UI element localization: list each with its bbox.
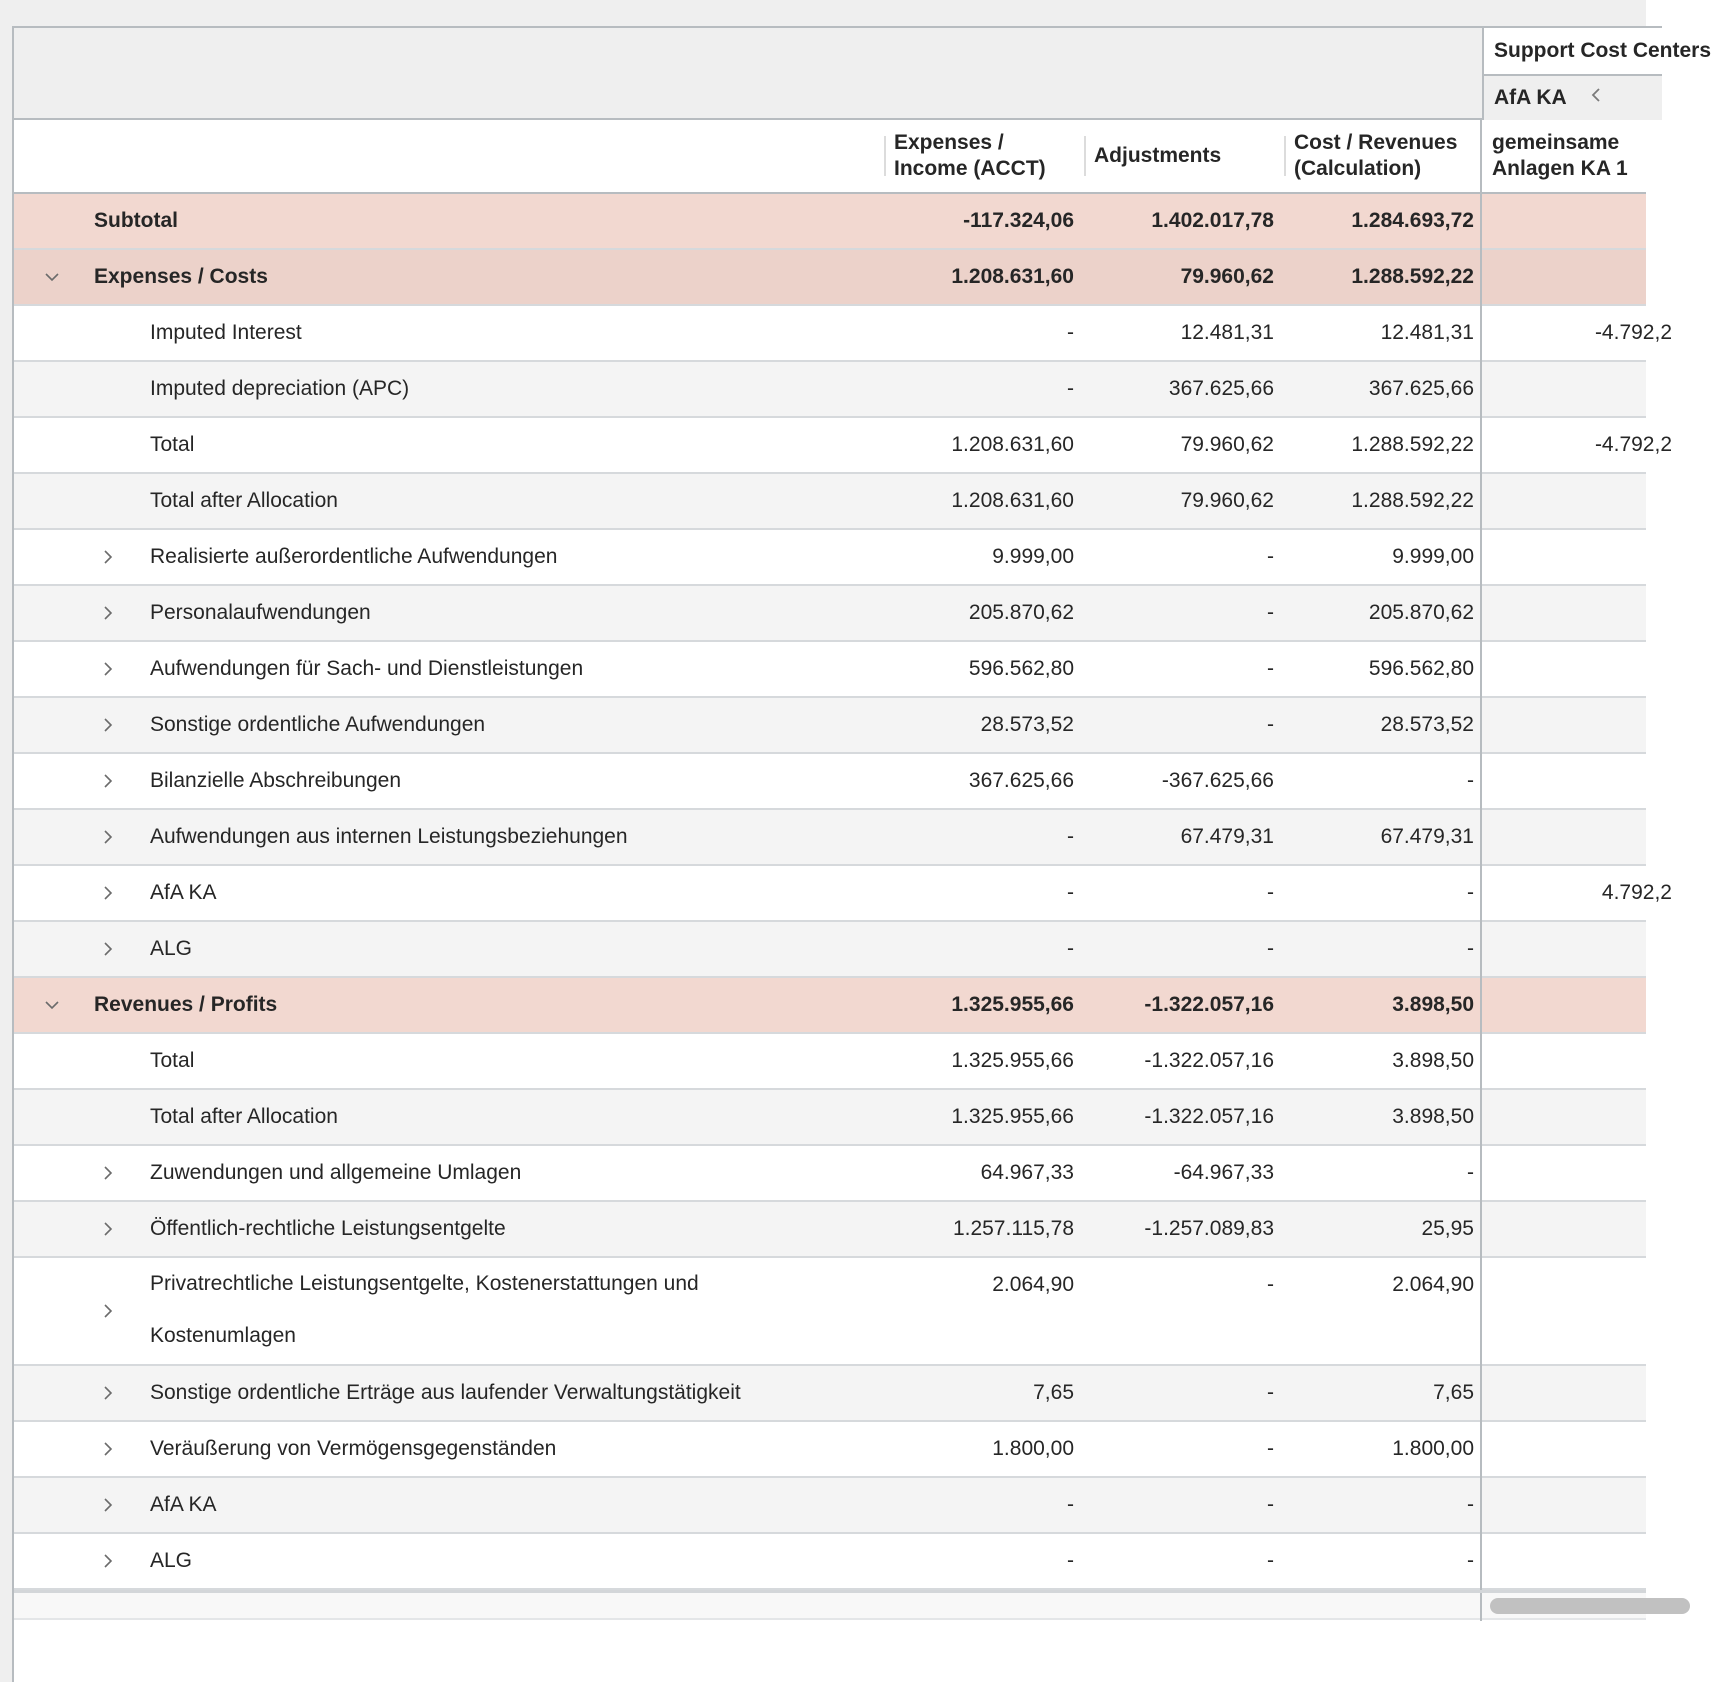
- cell-adjustments: -367.625,66: [1161, 769, 1274, 792]
- column-divider: [1480, 194, 1482, 250]
- cell-adjustments: -: [1267, 937, 1274, 960]
- column-divider: [1480, 642, 1482, 698]
- top-margin: [0, 0, 1646, 26]
- column-header-ka1[interactable]: gemeinsame Anlagen KA 1: [1492, 131, 1628, 180]
- table-row: [14, 306, 1672, 362]
- chevron-right-icon[interactable]: [96, 698, 120, 752]
- column-divider: [1480, 418, 1482, 474]
- row-label: Privatrechtliche Leistungsentgelte, Kostenerstattungen und Kostenumlagen: [150, 1272, 699, 1347]
- column-divider: [1480, 306, 1482, 362]
- row-label: Total: [150, 433, 195, 456]
- cell-ka1: -4.792,2: [1594, 433, 1672, 456]
- column-divider: [1480, 530, 1482, 586]
- row-label: Revenues / Profits: [94, 993, 278, 1016]
- row-label: Zuwendungen und allgemeine Umlagen: [150, 1161, 522, 1184]
- cell-acct: 2.064,90: [992, 1273, 1074, 1296]
- column-divider: [1480, 1090, 1482, 1146]
- table-row[interactable]: [14, 642, 1646, 698]
- cell-calculation: 25,95: [1421, 1217, 1474, 1240]
- row-label: ALG: [150, 937, 193, 960]
- cell-acct: 1.325.955,66: [951, 993, 1074, 1016]
- cell-acct: 1.208.631,60: [951, 489, 1074, 512]
- column-divider: [1480, 1478, 1482, 1534]
- header-band: [14, 26, 1646, 120]
- cell-acct: 9.999,00: [992, 545, 1074, 568]
- cell-acct: -: [1067, 321, 1074, 344]
- chevron-right-icon[interactable]: [96, 642, 120, 696]
- cell-adjustments: -: [1267, 1493, 1274, 1516]
- table-row: [14, 474, 1646, 530]
- row-label: Total after Allocation: [150, 489, 338, 512]
- cell-acct: 1.800,00: [992, 1437, 1074, 1460]
- table-body: [14, 194, 1672, 1620]
- table-row[interactable]: [14, 1146, 1646, 1202]
- cell-adjustments: 79.960,62: [1180, 433, 1274, 456]
- table-row[interactable]: [14, 698, 1646, 754]
- cell-adjustments: 67.479,31: [1180, 825, 1274, 848]
- row-label: Aufwendungen für Sach- und Dienstleistungen: [150, 657, 584, 680]
- cell-ka1: 4.792,2: [1601, 881, 1672, 904]
- table-row[interactable]: [14, 1422, 1646, 1478]
- cell-adjustments: -: [1267, 881, 1274, 904]
- cell-ka1: [1492, 978, 1672, 1032]
- chevron-right-icon[interactable]: [96, 1258, 120, 1364]
- chevron-right-icon[interactable]: [96, 922, 120, 976]
- row-label: Bilanzielle Abschreibungen: [150, 769, 402, 792]
- column-divider: [1480, 810, 1482, 866]
- column-header-adjustments[interactable]: Adjustments: [1094, 120, 1274, 192]
- cell-calculation: 12.481,31: [1380, 321, 1474, 344]
- cell-adjustments: -: [1267, 601, 1274, 624]
- cell-acct: 367.625,66: [968, 769, 1074, 792]
- cell-calculation: 1.288.592,22: [1351, 265, 1474, 288]
- cell-calculation: 9.999,00: [1392, 545, 1474, 568]
- cell-acct: -: [1067, 1493, 1074, 1516]
- table-row: [14, 1090, 1646, 1146]
- table-row[interactable]: [14, 530, 1646, 586]
- cell-acct: 64.967,33: [980, 1161, 1074, 1184]
- column-header-row: [14, 120, 1646, 194]
- table-row[interactable]: [14, 754, 1646, 810]
- subtotal-row: [14, 194, 1646, 250]
- chevron-right-icon[interactable]: [96, 754, 120, 808]
- cell-ka1: [1492, 1090, 1672, 1144]
- column-divider: [1480, 474, 1482, 530]
- cell-ka1: [1492, 922, 1672, 976]
- cell-adjustments: -1.322.057,16: [1144, 1105, 1274, 1128]
- chevron-right-icon[interactable]: [96, 586, 120, 640]
- table-row[interactable]: [14, 1534, 1646, 1590]
- cell-acct: -: [1067, 825, 1074, 848]
- cell-calculation: -: [1467, 1161, 1474, 1184]
- chevron-right-icon[interactable]: [96, 1202, 120, 1256]
- horizontal-scrollbar[interactable]: [1490, 1598, 1690, 1614]
- cell-calculation: 596.562,80: [1368, 657, 1474, 680]
- table-row[interactable]: [14, 922, 1646, 978]
- row-label: Realisierte außerordentliche Aufwendungen: [150, 545, 558, 568]
- row-label: Sonstige ordentliche Aufwendungen: [150, 713, 486, 736]
- cell-ka1: [1492, 642, 1672, 696]
- cell-acct: 1.257.115,78: [952, 1217, 1074, 1240]
- cell-ka1: [1492, 362, 1672, 416]
- cell-calculation: 367.625,66: [1368, 377, 1474, 400]
- row-label: Imputed depreciation (APC): [150, 377, 410, 400]
- row-label: Personalaufwendungen: [150, 601, 371, 624]
- row-label: ALG: [150, 1549, 193, 1572]
- column-divider: [1480, 1202, 1482, 1258]
- row-label: AfA KA: [150, 881, 217, 904]
- group-header-afa-ka-label: AfA KA: [1494, 86, 1566, 109]
- table-row[interactable]: [14, 1366, 1646, 1422]
- cell-ka1: [1492, 1478, 1672, 1532]
- row-label: Sonstige ordentliche Erträge aus laufender Verwaltungstätigkeit: [150, 1381, 741, 1404]
- cell-adjustments: -64.967,33: [1173, 1161, 1274, 1184]
- cell-adjustments: 79.960,62: [1180, 265, 1274, 288]
- cell-acct: -: [1067, 881, 1074, 904]
- chevron-left-icon[interactable]: [1588, 76, 1606, 120]
- cell-acct: 205.870,62: [968, 601, 1074, 624]
- cell-ka1: [1492, 1258, 1672, 1312]
- row-label: Aufwendungen aus internen Leistungsbeziehungen: [150, 825, 628, 848]
- cell-acct: 1.208.631,60: [951, 265, 1074, 288]
- cell-adjustments: 12.481,31: [1180, 321, 1274, 344]
- cell-acct: 1.325.955,66: [951, 1049, 1074, 1072]
- column-header-calculation[interactable]: Cost / Revenues (Calculation): [1294, 120, 1480, 192]
- cell-adjustments: -: [1267, 545, 1274, 568]
- cell-calculation: 3.898,50: [1392, 993, 1474, 1016]
- cell-adjustments: -: [1267, 1437, 1274, 1460]
- cell-calculation: 7,65: [1433, 1381, 1474, 1404]
- cell-acct: -117.324,06: [963, 209, 1074, 232]
- cell-acct: 28.573,52: [980, 713, 1074, 736]
- column-header-acct[interactable]: Expenses / Income (ACCT): [894, 120, 1074, 192]
- cell-ka1: [1492, 1202, 1672, 1256]
- cell-calculation: 1.288.592,22: [1351, 489, 1474, 512]
- column-divider: [1480, 754, 1482, 810]
- table-row: [14, 362, 1646, 418]
- cell-calculation: -: [1467, 1549, 1474, 1572]
- left-margin: [0, 26, 14, 1682]
- chevron-right-icon[interactable]: [96, 530, 120, 584]
- cell-adjustments: 367.625,66: [1168, 377, 1274, 400]
- cell-calculation: -: [1467, 881, 1474, 904]
- group-header-support-cost-centers[interactable]: Support Cost Centers: [1484, 28, 1662, 76]
- column-divider: [1480, 1258, 1482, 1366]
- chevron-down-icon[interactable]: [40, 250, 64, 304]
- column-divider: [1480, 250, 1482, 306]
- cell-acct: -: [1067, 1549, 1074, 1572]
- row-label: Veräußerung von Vermögensgegenständen: [150, 1437, 557, 1460]
- chevron-right-icon[interactable]: [96, 1422, 120, 1476]
- column-divider: [1480, 586, 1482, 642]
- cell-ka1: -4.792,2: [1594, 321, 1672, 344]
- cell-adjustments: -1.322.057,16: [1144, 1049, 1274, 1072]
- cell-calculation: 1.288.592,22: [1351, 433, 1474, 456]
- column-divider: [1480, 866, 1482, 922]
- cell-acct: 596.562,80: [968, 657, 1074, 680]
- cell-adjustments: 1.402.017,78: [1151, 209, 1274, 232]
- row-label: Total: [150, 1049, 195, 1072]
- column-divider: [1480, 922, 1482, 978]
- group-header-afa-ka[interactable]: [1484, 76, 1662, 120]
- cell-adjustments: -: [1267, 1381, 1274, 1404]
- cell-ka1: [1492, 1422, 1672, 1476]
- cell-calculation: 3.898,50: [1392, 1049, 1474, 1072]
- cell-adjustments: 79.960,62: [1180, 489, 1274, 512]
- chevron-right-icon[interactable]: [96, 1534, 120, 1588]
- cell-ka1: [1492, 1366, 1672, 1420]
- table-row[interactable]: [14, 586, 1646, 642]
- cell-ka1: [1492, 250, 1672, 304]
- cell-adjustments: -1.322.057,16: [1144, 993, 1274, 1016]
- group-rev-row[interactable]: [14, 978, 1646, 1034]
- cell-acct: -: [1067, 937, 1074, 960]
- cell-adjustments: -: [1267, 657, 1274, 680]
- cell-calculation: 205.870,62: [1368, 601, 1474, 624]
- cell-calculation: 1.284.693,72: [1351, 209, 1474, 232]
- group-exp-row[interactable]: [14, 250, 1646, 306]
- cell-acct: 1.325.955,66: [951, 1105, 1074, 1128]
- row-label: Expenses / Costs: [94, 265, 268, 288]
- chevron-right-icon[interactable]: [96, 1146, 120, 1200]
- cell-calculation: 28.573,52: [1380, 713, 1474, 736]
- table-row[interactable]: [14, 866, 1672, 922]
- table-row[interactable]: [14, 1258, 1646, 1366]
- cell-ka1: [1492, 754, 1672, 808]
- row-label: AfA KA: [150, 1493, 217, 1516]
- row-label: Öffentlich-rechtliche Leistungsentgelte: [150, 1217, 506, 1240]
- column-divider: [1480, 362, 1482, 418]
- column-group-header: [1482, 26, 1711, 120]
- table-row[interactable]: [14, 810, 1646, 866]
- table-row[interactable]: [14, 1202, 1646, 1258]
- cell-ka1: [1492, 474, 1672, 528]
- cell-ka1: [1492, 698, 1672, 752]
- cell-ka1: [1492, 1534, 1672, 1588]
- column-divider: [1480, 1593, 1482, 1621]
- cell-acct: 7,65: [1033, 1381, 1074, 1404]
- chevron-right-icon[interactable]: [96, 1478, 120, 1532]
- cell-ka1: [1492, 586, 1672, 640]
- table-footer: [14, 1590, 1646, 1620]
- chevron-right-icon[interactable]: [96, 866, 120, 920]
- row-label: Imputed Interest: [150, 321, 302, 344]
- cell-adjustments: -: [1267, 1549, 1274, 1572]
- cell-calculation: -: [1467, 937, 1474, 960]
- column-divider: [1480, 978, 1482, 1034]
- cell-calculation: 3.898,50: [1392, 1105, 1474, 1128]
- cell-ka1: [1492, 194, 1672, 248]
- row-label: Total after Allocation: [150, 1105, 338, 1128]
- column-divider: [1480, 120, 1482, 192]
- cell-ka1: [1492, 530, 1672, 584]
- cell-calculation: -: [1467, 1493, 1474, 1516]
- cell-calculation: -: [1467, 769, 1474, 792]
- column-divider: [1480, 698, 1482, 754]
- cell-ka1: [1492, 1034, 1672, 1088]
- column-divider: [1480, 1034, 1482, 1090]
- row-label: Subtotal: [94, 209, 178, 232]
- cell-acct: -: [1067, 377, 1074, 400]
- cell-ka1: [1492, 810, 1672, 864]
- column-divider: [1480, 1146, 1482, 1202]
- column-divider: [1480, 1366, 1482, 1422]
- chevron-right-icon[interactable]: [96, 810, 120, 864]
- cell-calculation: 67.479,31: [1380, 825, 1474, 848]
- chevron-right-icon[interactable]: [96, 1366, 120, 1420]
- cell-adjustments: -: [1267, 713, 1274, 736]
- table-row: [14, 1034, 1646, 1090]
- column-divider: [1480, 1534, 1482, 1590]
- column-divider: [1480, 1422, 1482, 1478]
- table-row[interactable]: [14, 1478, 1646, 1534]
- cell-adjustments: -1.257.089,83: [1144, 1217, 1274, 1240]
- cell-adjustments: -: [1267, 1273, 1274, 1296]
- cell-calculation: 1.800,00: [1392, 1437, 1474, 1460]
- chevron-down-icon[interactable]: [40, 978, 64, 1032]
- cell-ka1: [1492, 1146, 1672, 1200]
- cell-calculation: 2.064,90: [1392, 1273, 1474, 1296]
- cell-acct: 1.208.631,60: [951, 433, 1074, 456]
- table-row: [14, 418, 1672, 474]
